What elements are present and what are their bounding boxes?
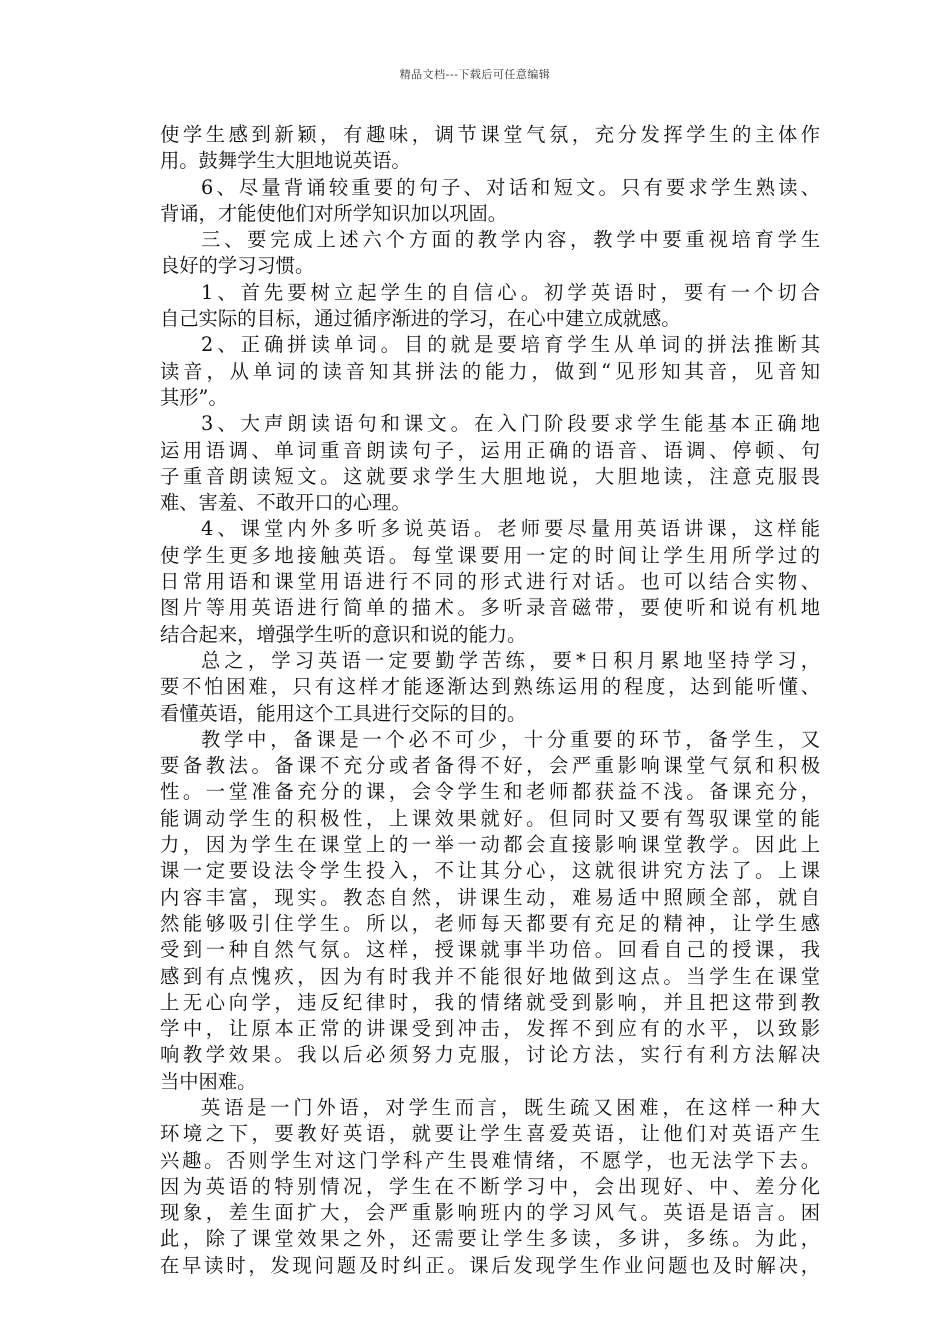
document-body bbox=[160, 122, 820, 1279]
text-line: 要备教法。备课不充分或者备得不好，会严重影响课堂气氛和积极 bbox=[160, 754, 820, 778]
text-line: 在早读时，发现问题及时纠正。课后发现学生作业问题也及时解决， bbox=[160, 1253, 820, 1277]
text-line: 因为英语的特别情况，学生在不断学习中，会出现好、中、差分化 bbox=[160, 1174, 820, 1198]
text-line: 运用语调、单词重音朗读句子，运用正确的语音、语调、停顿、句 bbox=[160, 438, 820, 462]
text-line: 内容丰富，现实。教态自然，讲课生动，难易适中照顾全部，就自 bbox=[160, 885, 820, 909]
text-line: 结合起来，增强学生听的意识和说的能力。 bbox=[160, 622, 527, 646]
text-line: 教学中，备课是一个必不可少，十分重要的环节，备学生，又 bbox=[201, 727, 820, 751]
text-line: 上无心向学，违反纪律时，我的情绪就受到影响，并且把这带到教 bbox=[160, 990, 820, 1014]
text-line: 现象，差生面扩大，会严重影响班内的学习风气。英语是语言。困 bbox=[160, 1201, 820, 1225]
text-line: 使学生更多地接触英语。每堂课要用一定的时间让学生用所学过的 bbox=[160, 543, 820, 567]
text-line: 良好的学习习惯。 bbox=[160, 254, 315, 278]
text-line: 子重音朗读短文。这就要求学生大胆地说，大胆地读，注意克服畏 bbox=[160, 464, 820, 488]
text-line: 图片等用英语进行简单的描术。多听录音磁带，要使听和说有机地 bbox=[160, 596, 820, 620]
text-line: 读音，从单词的读音知其拼法的能力，做到“见形知其音，见音知 bbox=[160, 359, 820, 383]
text-line: 总之，学习英语一定要勤学苦练，要*日积月累地坚持学习， bbox=[201, 648, 820, 672]
text-line: 三、要完成上述六个方面的教学内容，教学中要重视培育学生 bbox=[201, 228, 820, 252]
text-line: 英语是一门外语，对学生而言，既生疏又困难，在这样一种大 bbox=[201, 1095, 820, 1119]
text-line: 性。一堂准备充分的课，会令学生和老师都获益不浅。备课充分， bbox=[160, 780, 820, 804]
page-header: 精品文档---下载后可任意编辑 bbox=[399, 68, 551, 81]
text-line: 用。鼓舞学生大胆地说英语。 bbox=[160, 149, 411, 173]
text-line: 然能够吸引住学生。所以，老师每天都要有充足的精神，让学生感 bbox=[160, 911, 820, 935]
text-line: 兴趣。否则学生对这门学科产生畏难情绪，不愿学，也无法学下去。 bbox=[160, 1148, 820, 1172]
text-line: 要不怕困难，只有这样才能逐渐达到熟练运用的程度，达到能听懂、 bbox=[160, 675, 820, 699]
text-line: 看懂英语，能用这个工具进行交际的目的。 bbox=[160, 701, 527, 725]
text-line: 课一定要设法令学生投入，不让其分心，这就很讲究方法了。上课 bbox=[160, 859, 820, 883]
text-line: 自己实际的目标，通过循序渐进的学习，在心中建立成就感。 bbox=[160, 307, 681, 331]
text-line: 环境之下，要教好英语，就要让学生喜爱英语，让他们对英语产生 bbox=[160, 1122, 820, 1146]
text-line: 响教学效果。我以后必须努力克服，讨论方法，实行有利方法解决 bbox=[160, 1043, 820, 1067]
text-line: 2、正确拼读单词。目的就是要培育学生从单词的拼法推断其 bbox=[201, 333, 820, 357]
text-line: 能调动学生的积极性，上课效果就好。但同时又要有驾驭课堂的能 bbox=[160, 806, 820, 830]
text-line: 日常用语和课堂用语进行不同的形式进行对话。也可以结合实物、 bbox=[160, 570, 820, 594]
text-line: 难、害羞、不敢开口的心理。 bbox=[160, 491, 411, 515]
text-line: 当中困难。 bbox=[160, 1069, 257, 1093]
text-line: 使学生感到新颖，有趣味，调节课堂气氛，充分发挥学生的主体作 bbox=[160, 123, 820, 146]
text-line: 其形”。 bbox=[160, 385, 228, 409]
text-line: 感到有点愧疚，因为有时我并不能很好地做到这点。当学生在课堂 bbox=[160, 964, 820, 988]
text-line: 1、首先要树立起学生的自信心。初学英语时，要有一个切合 bbox=[201, 280, 820, 304]
text-line: 4、课堂内外多听多说英语。老师要尽量用英语讲课，这样能 bbox=[201, 517, 820, 541]
text-line: 力，因为学生在课堂上的一举一动都会直接影响课堂教学。因此上 bbox=[160, 833, 820, 857]
text-line: 学中，让原本正常的讲课受到冲击，发挥不到应有的水平，以致影 bbox=[160, 1017, 820, 1041]
text-line: 此，除了课堂效果之外，还需要让学生多读，多讲，多练。为此， bbox=[160, 1227, 820, 1251]
text-line: 6、尽量背诵较重要的句子、对话和短文。只有要求学生熟读、 bbox=[201, 175, 820, 199]
text-line: 受到一种自然气氛。这样，授课就事半功倍。回看自己的授课，我 bbox=[160, 938, 820, 962]
text-line: 3、大声朗读语句和课文。在入门阶段要求学生能基本正确地 bbox=[201, 412, 820, 436]
text-line: 背诵，才能使他们对所学知识加以巩固。 bbox=[160, 201, 508, 225]
